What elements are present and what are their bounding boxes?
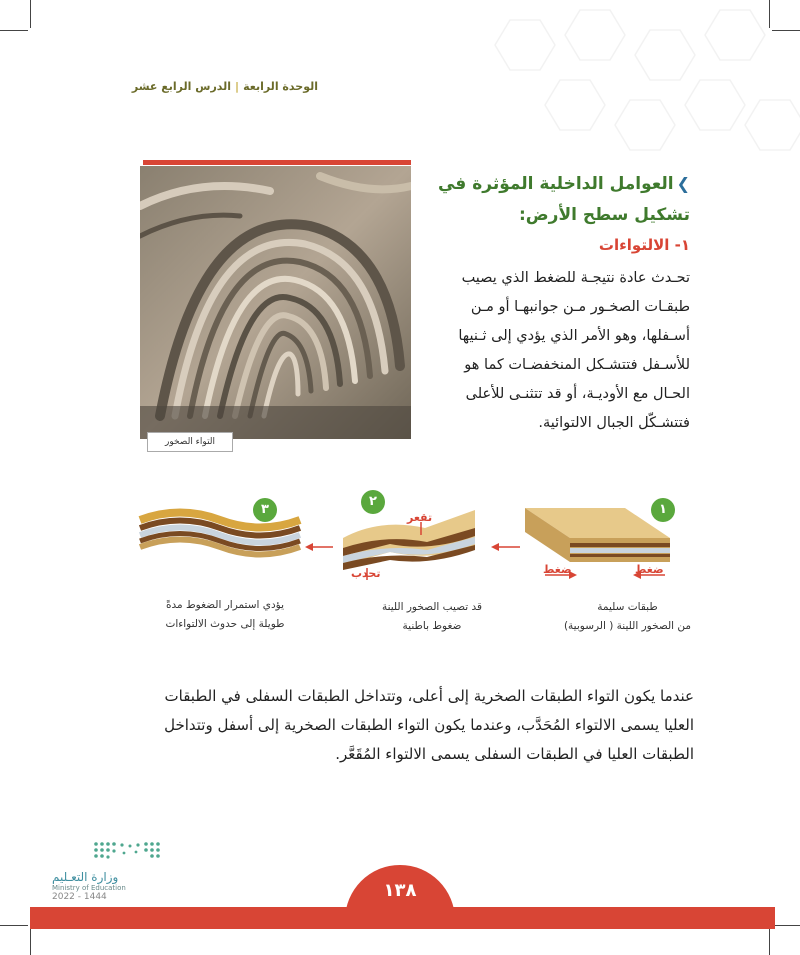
folds-paragraph bbox=[430, 264, 690, 438]
crop-mark bbox=[772, 925, 800, 926]
running-header bbox=[132, 80, 318, 93]
section-title-line-1: ❯العوامل الداخلية المؤثرة في bbox=[390, 168, 690, 200]
page-number: ١٣٨ bbox=[383, 880, 417, 901]
ministry-name-ar: وزارة التعـليم bbox=[52, 870, 119, 884]
footer-bar bbox=[30, 907, 775, 929]
paragraph-line: الطبقات العليا في الطبقات السفلى يسمى الالتواء المُقَعَّر. bbox=[335, 745, 694, 763]
paragraph-line: العليا يسمى الالتواء المُحَدَّب، وعندما يكون التواء الطبقات الصخرية إلى أسفل وتتداخل bbox=[164, 716, 694, 734]
section-title bbox=[390, 168, 690, 231]
press-label: ضغط bbox=[635, 563, 664, 576]
press-label: ضغط bbox=[543, 563, 572, 576]
paragraph-line: تحـدث عادة نتيجـة للضغط الذي يصيب bbox=[461, 270, 690, 286]
stage-number-3: ٣ bbox=[253, 498, 277, 522]
crop-mark bbox=[0, 925, 28, 926]
header-unit: الوحدة الرابعة bbox=[243, 80, 318, 93]
fold-types-paragraph bbox=[108, 682, 694, 769]
subsection-title: ١- الالتواءات bbox=[598, 236, 690, 254]
hex-pattern-decoration bbox=[470, 0, 800, 190]
header-lesson: الدرس الرابع عشر bbox=[131, 80, 232, 93]
stage-3-folded-layers bbox=[140, 513, 300, 555]
edition-year: 2022 - 1444 bbox=[52, 892, 107, 902]
concave-label: تقعر bbox=[407, 511, 433, 524]
paragraph-line: عندما يكون التواء الطبقات الصخرية إلى أعلى، وتتداخل الطبقات السفلى في الطبقات bbox=[164, 687, 694, 705]
paragraph-line: للأسـفل فتتشـكل المنخفضـات كما هو bbox=[464, 357, 690, 373]
chevron-marker-icon: ❯ bbox=[676, 174, 690, 193]
ministry-name-en: Ministry of Education bbox=[52, 884, 126, 892]
section-title-line-2: تشكيل سطح الأرض: bbox=[519, 205, 690, 225]
paragraph-line: أسـفلها، وهو الأمر الذي يؤدي إلى ثـنيها bbox=[458, 328, 690, 344]
stage-3-caption: يؤدي استمرار الضغوط مدةً طويلة إلى حدوث الالتواءات bbox=[165, 599, 285, 630]
stage-number-1: ١ bbox=[651, 498, 675, 522]
convex-label: تحدب bbox=[351, 567, 381, 580]
ministry-dots-icon bbox=[52, 840, 172, 864]
stage-number-2: ٢ bbox=[361, 490, 385, 514]
photo-caption: التواء الصخور bbox=[147, 432, 233, 452]
stage-1-caption: طبقات سليمة من الصخور اللينة ( الرسوبية) bbox=[563, 601, 692, 632]
header-separator: | bbox=[235, 80, 240, 93]
crop-mark bbox=[30, 927, 31, 955]
stage-2-caption: قد تصيب الصخور اللينة ضغوط باطنية bbox=[381, 601, 483, 632]
crop-mark bbox=[0, 30, 28, 31]
fold-formation-diagram bbox=[135, 490, 695, 585]
ministry-logo bbox=[52, 840, 172, 902]
paragraph-line: طبقـات الصخـور مـن جوانبهـا أو مـن bbox=[470, 299, 690, 315]
crop-mark bbox=[30, 0, 31, 28]
paragraph-line: فتتشـكّل الجبال الالتوائية. bbox=[538, 415, 690, 431]
crop-mark bbox=[769, 927, 770, 955]
folded-rock-photo bbox=[140, 166, 411, 439]
photo-accent-bar bbox=[143, 160, 411, 165]
paragraph-line: الحـال مع الأوديـة، أو قد تتثنـى للأعلى bbox=[465, 386, 690, 402]
stage-1-flat-layers bbox=[525, 508, 670, 562]
